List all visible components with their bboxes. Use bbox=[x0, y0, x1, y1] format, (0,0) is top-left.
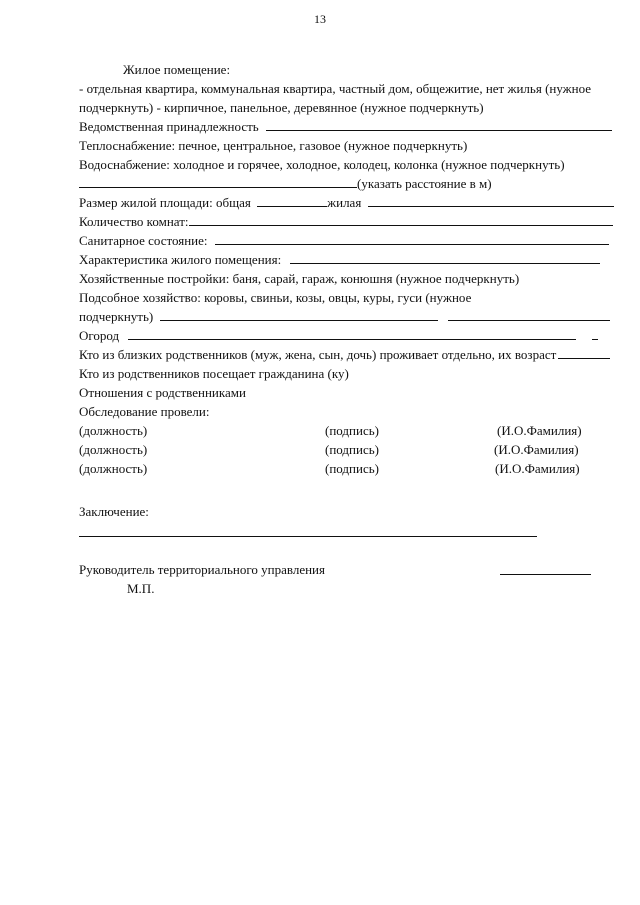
area-total-field[interactable] bbox=[257, 195, 327, 207]
farm-row2 bbox=[79, 309, 610, 325]
relatives-separately-label: Кто из близких родственников (муж, жена, сын, дочь) проживает отдельно, их возраст bbox=[79, 347, 557, 362]
relatives-visiting: Кто из родственников посещает гражданина (ку) bbox=[79, 366, 349, 381]
farm-field-1[interactable] bbox=[160, 309, 438, 321]
area-living-field[interactable] bbox=[368, 195, 614, 207]
sanitary-label: Санитарное состояние: bbox=[79, 233, 208, 248]
dept-ownership-row bbox=[79, 119, 612, 135]
seal-label: М.П. bbox=[127, 581, 155, 596]
survey-full-name: (И.О.Фамилия) bbox=[497, 423, 582, 438]
farm-line1: Подсобное хозяйство: коровы, свиньи, козы, овцы, куры, гуси (нужное bbox=[79, 290, 472, 305]
garden-label: Огород bbox=[79, 328, 120, 343]
garden-row bbox=[79, 328, 598, 344]
characteristics-field[interactable] bbox=[290, 252, 600, 264]
rooms-row bbox=[79, 214, 613, 230]
head-signature-field[interactable] bbox=[500, 574, 591, 575]
rooms-field[interactable] bbox=[189, 214, 613, 226]
conclusion-field[interactable] bbox=[79, 536, 537, 537]
survey-position: (должность) bbox=[79, 461, 148, 476]
garden-field-1[interactable] bbox=[128, 328, 576, 340]
conclusion-label: Заключение: bbox=[79, 504, 149, 519]
heating-line: Теплоснабжение: печное, центральное, газовое (нужное подчеркнуть) bbox=[79, 138, 468, 153]
survey-position: (должность) bbox=[79, 442, 148, 457]
page-number: 13 bbox=[314, 12, 326, 26]
distance-field[interactable] bbox=[79, 176, 357, 188]
survey-signature: (подпись) bbox=[325, 461, 379, 476]
sanitary-row bbox=[79, 233, 609, 249]
area-total-label: Размер жилой площади: общая bbox=[79, 195, 251, 210]
head-title: Руководитель территориального управления bbox=[79, 562, 325, 577]
area-living-label: жилая bbox=[327, 195, 362, 210]
relatives-separately-row bbox=[79, 347, 610, 363]
rooms-label: Количество комнат: bbox=[79, 214, 189, 229]
characteristics-label: Характеристика жилого помещения: bbox=[79, 252, 282, 267]
area-row bbox=[79, 195, 614, 211]
housing-type-line1: - отдельная квартира, коммунальная квартира, частный дом, общежитие, нет жилья (нужное bbox=[79, 81, 592, 96]
dept-ownership-label: Ведомственная принадлежность bbox=[79, 119, 259, 134]
survey-full-name: (И.О.Фамилия) bbox=[494, 442, 579, 457]
farm-field-2[interactable] bbox=[448, 309, 610, 321]
characteristics-row bbox=[79, 252, 600, 268]
relatives-age-field[interactable] bbox=[558, 347, 610, 359]
housing-type-line2: подчеркнуть) - кирпичное, панельное, деревянное (нужное подчеркнуть) bbox=[79, 100, 484, 115]
water-line: Водоснабжение: холодное и горячее, холодное, колодец, колонка (нужное подчеркнуть) bbox=[79, 157, 565, 172]
sanitary-field[interactable] bbox=[215, 233, 609, 245]
housing-title: Жилое помещение: bbox=[123, 62, 231, 77]
survey-title: Обследование провели: bbox=[79, 404, 210, 419]
survey-signature: (подпись) bbox=[325, 442, 379, 457]
outbuildings-line: Хозяйственные постройки: баня, сарай, гараж, конюшня (нужное подчеркнуть) bbox=[79, 271, 520, 286]
distance-row bbox=[79, 176, 492, 192]
relatives-relations: Отношения с родственниками bbox=[79, 385, 246, 400]
distance-note: (указать расстояние в м) bbox=[357, 176, 492, 191]
survey-signature: (подпись) bbox=[325, 423, 379, 438]
dept-ownership-field[interactable] bbox=[266, 119, 612, 131]
farm-line2: подчеркнуть) bbox=[79, 309, 154, 324]
survey-position: (должность) bbox=[79, 423, 148, 438]
survey-full-name: (И.О.Фамилия) bbox=[495, 461, 580, 476]
garden-field-2[interactable] bbox=[592, 328, 598, 340]
